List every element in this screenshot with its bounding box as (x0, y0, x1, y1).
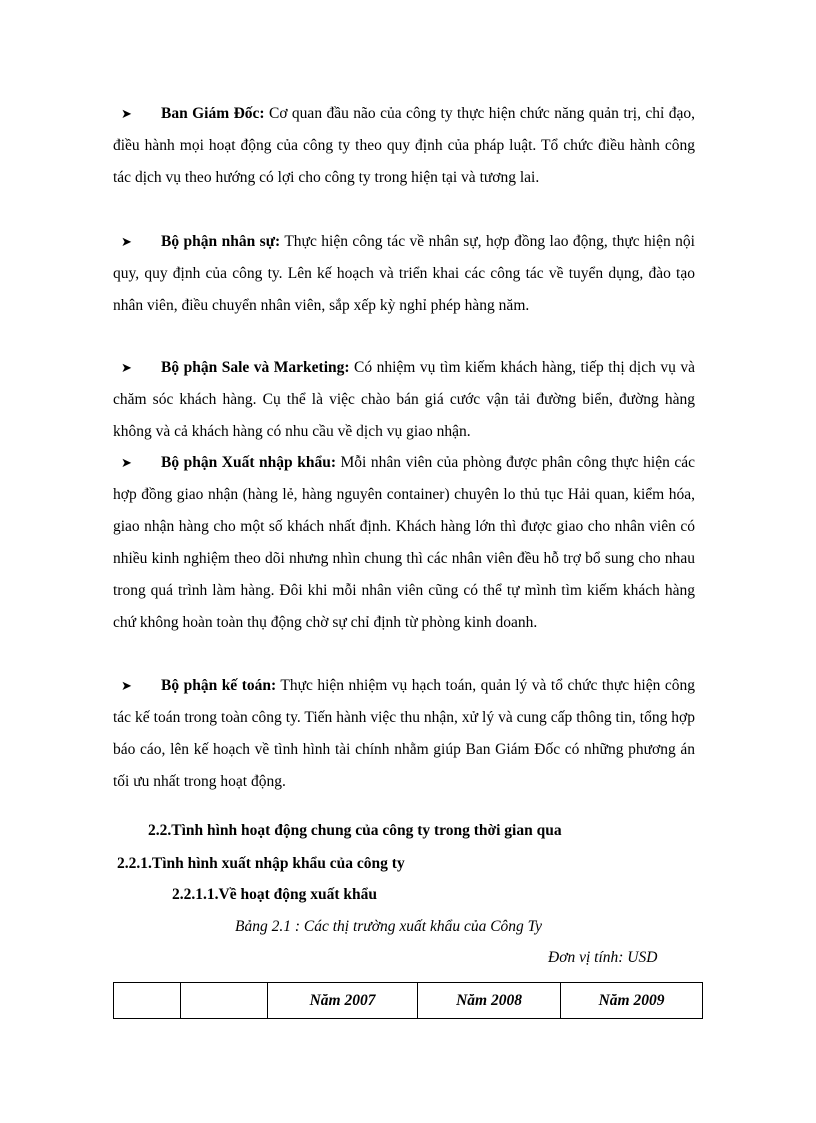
section-text: Thực hiện nhiệm vụ hạch toán, quản lý và tổ chức thực hiện công tác kế toán trong toàn công ty. Tiến hành việc thu nhận, xử lý và cung cấp thông tin, tổng hợp báo cáo, lên kế hoạch về tình hình tài chính nhằm giúp Ban Giám Đốc có những phương án tối ưu nhất trong hoạt động. (113, 677, 695, 790)
section-title: Bộ phận Sale và Marketing: (161, 359, 350, 376)
section-text: Có nhiệm vụ tìm kiếm khách hàng, tiếp thị dịch vụ và chăm sóc khách hàng. Cụ thể là việc chào bán giá cước vận tải đường biển, đường hàng không và cả khách hàng có nhu cầu về dịch vụ giao nhận. (113, 359, 695, 440)
section-text: Cơ quan đầu não của công ty thực hiện chức năng quản trị, chỉ đạo, điều hành mọi hoạt động của công ty theo quy định của pháp luật. Tổ chức điều hành công tác dịch vụ theo hướng có lợi cho công ty trong hiện tại và tương lai. (113, 105, 696, 186)
unit-note: Đơn vị tính: USD (548, 949, 658, 966)
arrowhead-bullet-icon: ➤ (121, 678, 132, 693)
heading-2-2: 2.2.Tình hình hoạt động chung của công ty trong thời gian qua (148, 822, 562, 839)
section-title: Bộ phận kế toán: (161, 677, 277, 694)
header-cell-2009: Năm 2009 (561, 983, 703, 1019)
table-header-row (114, 983, 703, 1019)
section-ke-toan (113, 670, 695, 798)
heading-2-2-1-1: 2.2.1.1.Về hoạt động xuất khẩu (172, 886, 377, 903)
section-title: Bộ phận nhân sự: (161, 233, 281, 250)
arrowhead-bullet-icon: ➤ (121, 360, 132, 375)
header-cell-2008: Năm 2008 (418, 983, 561, 1019)
heading-2-2-1: 2.2.1.Tình hình xuất nhập khẩu của công ty (117, 855, 405, 872)
section-title: Bộ phận Xuất nhập khẩu: (161, 454, 336, 471)
section-xuat-nhap-khau (113, 447, 695, 639)
section-text: Mỗi nhân viên của phòng được phân công thực hiện các hợp đồng giao nhận (hàng lẻ, hàng nguyên container) chuyên lo thủ tục Hải quan, kiểm hóa, giao nhận hàng cho một số khách nhất định. Khách hàng lớn thì được giao cho nhân viên có nhiều kinh nghiệm theo dõi nhưng nhìn chung thì các nhân viên đều hỗ trợ bổ sung cho nhau trong quá trình làm hàng. Đôi khi mỗi nhân viên cũng có thể tự mình tìm kiếm khách hàng chứ không hoàn toàn thụ động chờ sự chỉ định từ phòng kinh doanh. (113, 454, 696, 631)
section-text: Thực hiện công tác về nhân sự, hợp đồng lao động, thực hiện nội quy, quy định của công ty. Lên kế hoạch và triển khai các công tác về tuyển dụng, đào tạo nhân viên, điều chuyển nhân viên, sắp xếp kỳ nghỉ phép hàng năm. (113, 233, 695, 314)
section-ban-giam-doc (113, 98, 695, 194)
header-cell-empty-1 (114, 983, 181, 1019)
section-sale-marketing (113, 352, 695, 448)
arrowhead-bullet-icon: ➤ (121, 455, 132, 470)
header-cell-2007: Năm 2007 (268, 983, 418, 1019)
table-caption: Bảng 2.1 : Các thị trường xuất khẩu của Công Ty (235, 918, 543, 935)
header-cell-empty-2 (181, 983, 268, 1019)
section-title: Ban Giám Đốc: (161, 105, 265, 122)
section-nhan-su (113, 226, 695, 322)
arrowhead-bullet-icon: ➤ (121, 234, 132, 249)
arrowhead-bullet-icon: ➤ (121, 106, 132, 121)
export-markets-table (113, 982, 703, 1019)
